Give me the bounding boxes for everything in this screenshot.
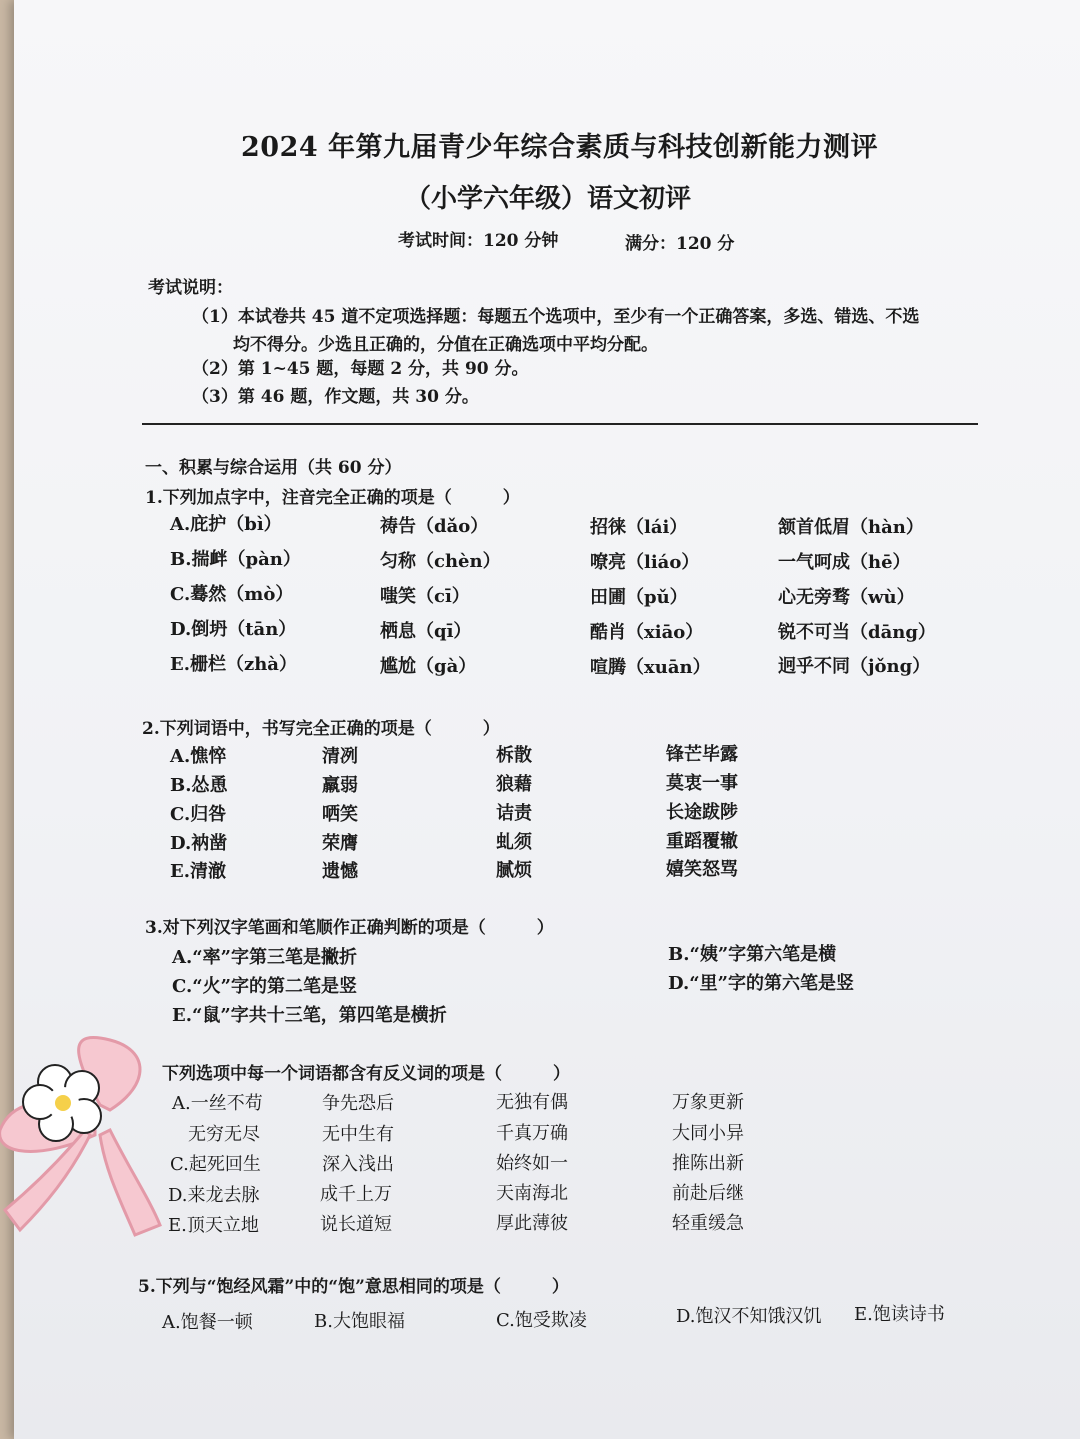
exam-title: 2024 年第九届青少年综合素质与科技创新能力测评: [241, 132, 879, 163]
q3-option-a: A.“率”字第三笔是撇折: [172, 947, 357, 968]
q1-option-cell: 锐不可当（dāng）: [778, 622, 936, 643]
q2-stem: 2.下列词语中，书写完全正确的项是（ ）: [142, 719, 500, 739]
q1-option-cell: 田圃（pǔ）: [590, 587, 688, 608]
q4-option-cell: 厚此薄彼: [496, 1213, 568, 1234]
exam-subtitle: （小学六年级）语文初评: [405, 184, 692, 214]
q3-option-d: D.“里”字的第六笔是竖: [668, 973, 854, 994]
q5-stem: 5.下列与“饱经风霜”中的“饱”意思相同的项是（ ）: [138, 1277, 569, 1297]
q2-option-cell: 腻烦: [496, 860, 532, 881]
section-heading: 一、积累与综合运用（共 60 分）: [145, 458, 402, 478]
q2-option-cell: 重蹈覆辙: [666, 831, 738, 852]
q1-option-cell: 颔首低眉（hàn）: [778, 517, 924, 538]
q3-option-e: E.“鼠”字共十三笔，第四笔是横折: [172, 1005, 447, 1026]
q4-option-cell: 始终如一: [496, 1153, 568, 1174]
q2-option-cell: 锋芒毕露: [666, 744, 738, 765]
q4-option-cell: 无穷无尽: [188, 1124, 260, 1145]
q1-stem: 1.下列加点字中，注音完全正确的项是（ ）: [145, 488, 520, 508]
q1-option-cell: 一气呵成（hē）: [778, 552, 911, 573]
instruction-1b: 均不得分。少选且正确的，分值在正确选项中平均分配。: [233, 335, 658, 355]
exam-time: 考试时间：120 分钟: [398, 231, 559, 251]
q4-option-cell: 前赴后继: [672, 1183, 744, 1204]
q5-option-e: E.饱读诗书: [854, 1304, 945, 1325]
q1-option-cell: 嘹亮（liáo）: [590, 552, 700, 573]
q1-option-cell: 栖息（qī）: [380, 621, 472, 642]
q4-option-cell: 千真万确: [496, 1123, 568, 1144]
q1-option-cell: 尴尬（gà）: [380, 656, 477, 677]
instruction-3: （3）第 46 题，作文题，共 30 分。: [192, 387, 479, 407]
q5-option-b: B.大饱眼福: [314, 1311, 405, 1332]
q2-option-cell: 狼藉: [496, 774, 532, 795]
q4-option-cell: D.来龙去脉: [168, 1185, 260, 1206]
q2-option-cell: 莫衷一事: [666, 773, 738, 794]
q1-option-cell: 心无旁骛（wù）: [778, 587, 915, 608]
q5-option-a: A.饱餐一顿: [162, 1312, 253, 1333]
q2-option-cell: 羸弱: [322, 775, 358, 796]
q5-option-d: D.饱汉不知饿汉饥: [676, 1306, 822, 1327]
q2-option-cell: B.怂恿: [170, 775, 228, 796]
q4-option-cell: 轻重缓急: [672, 1213, 744, 1234]
q3-stem: 3.对下列汉字笔画和笔顺作正确判断的项是（ ）: [145, 918, 554, 938]
divider-line: [142, 423, 978, 425]
q2-option-cell: 长途跋陟: [666, 802, 738, 823]
q1-option-cell: 嗤笑（cī）: [380, 586, 470, 607]
bow-sticker-icon: [0, 1010, 200, 1250]
q2-option-cell: 虬须: [496, 832, 532, 853]
q2-option-cell: A.憔悴: [170, 746, 227, 767]
q1-option-cell: C.蓦然（mò）: [170, 584, 294, 605]
q2-option-cell: 遗憾: [322, 861, 358, 882]
q2-option-cell: 诘责: [496, 803, 532, 824]
q4-option-cell: 无中生有: [322, 1124, 394, 1145]
q1-option-cell: A.庇护（bì）: [170, 514, 282, 535]
q4-option-cell: 成千上万: [320, 1184, 392, 1205]
q1-option-cell: 喧腾（xuān）: [590, 657, 711, 678]
q4-option-cell: C.起死回生: [170, 1154, 261, 1175]
q2-option-cell: 哂笑: [322, 804, 358, 825]
q5-option-c: C.饱受欺凌: [496, 1310, 587, 1331]
q1-option-cell: 迥乎不同（jǒng）: [778, 656, 931, 677]
q4-option-cell: 无独有偶: [496, 1092, 568, 1113]
q4-stem: 下列选项中每一个词语都含有反义词的项是（ ）: [162, 1064, 570, 1084]
q4-option-cell: 万象更新: [672, 1092, 744, 1113]
instruction-2: （2）第 1~45 题，每题 2 分，共 90 分。: [192, 359, 529, 379]
q4-option-cell: 深入浅出: [322, 1154, 394, 1175]
q2-option-cell: D.衲凿: [170, 833, 228, 854]
q3-option-c: C.“火”字的第二笔是竖: [172, 976, 357, 997]
q1-option-cell: B.揣衅（pàn）: [170, 549, 301, 570]
q2-option-cell: 清冽: [322, 746, 358, 767]
q2-option-cell: E.清澈: [170, 861, 226, 882]
q1-option-cell: D.倒坍（tān）: [170, 619, 297, 640]
q2-option-cell: 柝散: [496, 745, 532, 766]
q2-option-cell: 嬉笑怒骂: [666, 859, 738, 880]
q2-option-cell: C.归咎: [170, 804, 227, 825]
q1-option-cell: 招徕（lái）: [590, 517, 688, 538]
q4-option-cell: A.一丝不苟: [172, 1093, 263, 1114]
instruction-1: （1）本试卷共 45 道不定项选择题：每题五个选项中，至少有一个正确答案，多选、错选、不选: [192, 307, 920, 327]
q4-option-cell: 天南海北: [496, 1183, 568, 1204]
q3-option-b: B.“姨”字第六笔是横: [668, 944, 837, 965]
q1-option-cell: 酷肖（xiāo）: [590, 622, 704, 643]
q1-option-cell: 祷告（dǎo）: [380, 516, 489, 537]
exam-score: 满分：120 分: [625, 234, 735, 254]
q4-option-cell: 大同小异: [672, 1123, 744, 1144]
q4-option-cell: E.顶天立地: [168, 1215, 259, 1236]
instructions-heading: 考试说明：: [148, 278, 233, 298]
q4-option-cell: 争先恐后: [322, 1093, 394, 1114]
q2-option-cell: 荣膺: [322, 833, 358, 854]
q1-option-cell: E.栅栏（zhà）: [170, 654, 297, 675]
q1-option-cell: 匀称（chèn）: [380, 551, 501, 572]
q4-option-cell: 推陈出新: [672, 1153, 744, 1174]
q4-option-cell: 说长道短: [320, 1214, 392, 1235]
